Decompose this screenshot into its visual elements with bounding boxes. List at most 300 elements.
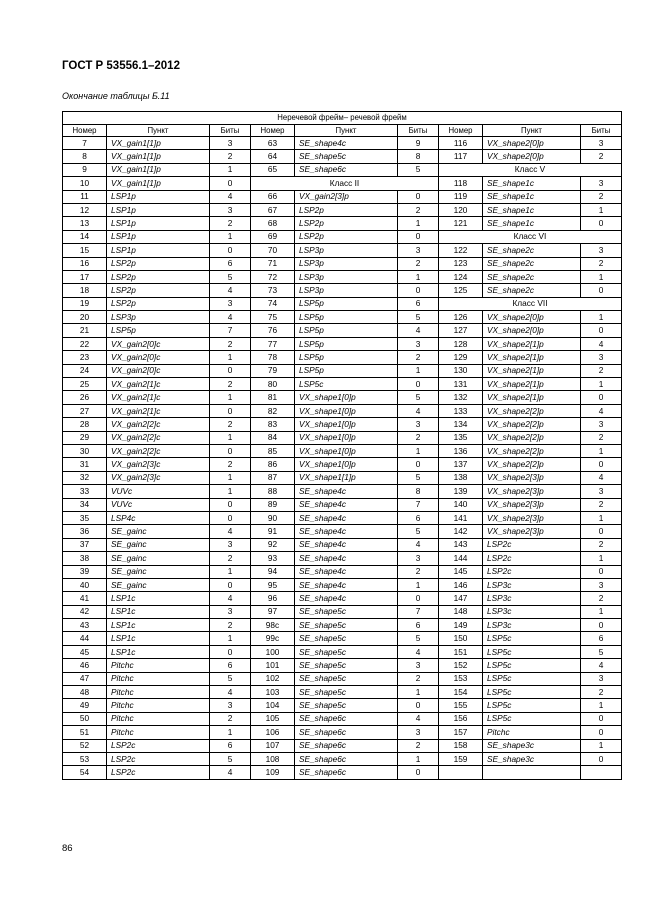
number-cell: 88 — [251, 485, 295, 498]
item-cell: SE_shape5c — [295, 659, 398, 672]
item-cell: SE_shape2c — [483, 270, 581, 283]
table-row — [63, 471, 622, 484]
column-header: Номер — [439, 124, 483, 137]
table-row — [63, 337, 622, 350]
table-row — [63, 752, 622, 765]
bits-cell: 0 — [210, 177, 251, 190]
bits-cell: 8 — [398, 485, 439, 498]
number-cell: 126 — [439, 311, 483, 324]
item-cell: SE_shape6c — [295, 726, 398, 739]
item-cell: SE_shape2c — [483, 257, 581, 270]
bits-cell: 2 — [581, 498, 622, 511]
item-cell: SE_shape4c — [295, 485, 398, 498]
table-row — [63, 726, 622, 739]
number-cell: 25 — [63, 378, 107, 391]
number-cell: 144 — [439, 552, 483, 565]
item-cell: VX_gain2[3]p — [295, 190, 398, 203]
bits-cell: 2 — [398, 739, 439, 752]
item-cell: VX_gain2[1]c — [107, 391, 210, 404]
item-cell: VX_shape1[0]p — [295, 444, 398, 457]
column-header: Номер — [63, 124, 107, 137]
table-row — [63, 485, 622, 498]
page-number: 86 — [62, 843, 73, 854]
number-cell: 18 — [63, 284, 107, 297]
number-cell: 117 — [439, 150, 483, 163]
class-label-cell: Класс VII — [439, 297, 622, 310]
number-cell: 42 — [63, 605, 107, 618]
item-cell: LSP5c — [483, 645, 581, 658]
bits-cell: 4 — [210, 686, 251, 699]
item-cell: VX_shape2[2]p — [483, 418, 581, 431]
number-cell: 78 — [251, 351, 295, 364]
bits-cell: 4 — [398, 645, 439, 658]
number-cell: 124 — [439, 270, 483, 283]
item-cell: LSP2c — [483, 565, 581, 578]
bits-cell: 0 — [210, 645, 251, 658]
number-cell: 17 — [63, 270, 107, 283]
item-cell: VX_shape2[1]p — [483, 337, 581, 350]
number-cell: 132 — [439, 391, 483, 404]
bits-cell: 0 — [210, 498, 251, 511]
bits-cell: 0 — [210, 511, 251, 524]
item-cell: SE_shape5c — [295, 619, 398, 632]
item-cell: LSP3c — [483, 619, 581, 632]
bits-cell: 4 — [210, 190, 251, 203]
class-label-cell: Класс II — [251, 177, 439, 190]
bits-cell: 1 — [210, 230, 251, 243]
number-cell: 66 — [251, 190, 295, 203]
item-cell: VX_gain2[0]c — [107, 351, 210, 364]
table-row — [63, 672, 622, 685]
bits-cell: 0 — [210, 244, 251, 257]
number-cell: 16 — [63, 257, 107, 270]
item-cell: SE_shape4c — [295, 498, 398, 511]
number-cell: 154 — [439, 686, 483, 699]
item-cell: LSP5p — [295, 324, 398, 337]
bits-cell: 1 — [581, 552, 622, 565]
item-cell: VX_gain1[1]p — [107, 163, 210, 176]
item-cell: VX_shape2[2]p — [483, 404, 581, 417]
bits-cell: 2 — [581, 686, 622, 699]
table-caption: Окончание таблицы Б.11 — [62, 91, 170, 101]
item-cell: SE_gainc — [107, 525, 210, 538]
table-row — [63, 766, 622, 779]
table-row — [63, 431, 622, 444]
item-cell: VX_gain2[2]c — [107, 418, 210, 431]
bits-cell: 5 — [210, 752, 251, 765]
item-cell: VX_shape2[0]p — [483, 324, 581, 337]
table-row — [63, 686, 622, 699]
bits-cell: 1 — [210, 726, 251, 739]
item-cell: VX_shape2[2]p — [483, 431, 581, 444]
table-row — [63, 458, 622, 471]
bits-cell: 0 — [581, 391, 622, 404]
number-cell: 158 — [439, 739, 483, 752]
item-cell: VX_shape1[0]p — [295, 458, 398, 471]
number-cell: 53 — [63, 752, 107, 765]
item-cell: LSP2p — [107, 257, 210, 270]
table-row — [63, 190, 622, 203]
bits-cell: 2 — [210, 217, 251, 230]
table-row — [63, 538, 622, 551]
number-cell: 13 — [63, 217, 107, 230]
item-cell: VX_gain2[1]c — [107, 404, 210, 417]
number-cell: 108 — [251, 752, 295, 765]
bits-cell: 6 — [398, 297, 439, 310]
table-row — [63, 645, 622, 658]
item-cell: LSP5c — [483, 686, 581, 699]
item-cell: SE_shape5c — [295, 672, 398, 685]
bits-cell: 2 — [210, 337, 251, 350]
bits-cell: 1 — [210, 351, 251, 364]
bits-cell: 9 — [398, 137, 439, 150]
number-cell: 31 — [63, 458, 107, 471]
item-cell: Pitchc — [107, 712, 210, 725]
table-row — [63, 203, 622, 216]
bits-cell: 0 — [581, 284, 622, 297]
number-cell: 72 — [251, 270, 295, 283]
item-cell: SE_gainc — [107, 578, 210, 591]
bits-cell: 5 — [398, 391, 439, 404]
table-row — [63, 324, 622, 337]
number-cell: 20 — [63, 311, 107, 324]
item-cell: SE_shape5c — [295, 150, 398, 163]
bits-cell: 2 — [398, 431, 439, 444]
item-cell: LSP1p — [107, 203, 210, 216]
item-cell: Pitchc — [107, 686, 210, 699]
bits-cell: 5 — [398, 525, 439, 538]
item-cell: SE_shape1c — [483, 177, 581, 190]
item-cell: SE_shape2c — [483, 284, 581, 297]
item-cell: VX_shape2[1]p — [483, 364, 581, 377]
bits-cell: 0 — [398, 190, 439, 203]
bits-cell: 3 — [581, 137, 622, 150]
bits-cell: 1 — [398, 217, 439, 230]
bit-allocation-table — [62, 111, 622, 780]
number-cell: 69 — [251, 230, 295, 243]
item-cell: LSP2p — [107, 284, 210, 297]
item-cell: VX_shape2[3]p — [483, 525, 581, 538]
item-cell: LSP2c — [107, 752, 210, 765]
number-cell: 141 — [439, 511, 483, 524]
item-cell: VX_shape2[2]p — [483, 444, 581, 457]
bits-cell: 0 — [581, 712, 622, 725]
number-cell: 49 — [63, 699, 107, 712]
number-cell: 91 — [251, 525, 295, 538]
item-cell: LSP5c — [483, 659, 581, 672]
item-cell: SE_shape6c — [295, 766, 398, 779]
number-cell: 150 — [439, 632, 483, 645]
bits-cell: 0 — [398, 592, 439, 605]
number-cell: 86 — [251, 458, 295, 471]
bits-cell: 2 — [210, 418, 251, 431]
number-cell: 7 — [63, 137, 107, 150]
bits-cell: 1 — [581, 311, 622, 324]
table-row — [63, 364, 622, 377]
bits-cell: 4 — [210, 525, 251, 538]
table-row — [63, 632, 622, 645]
number-cell: 152 — [439, 659, 483, 672]
table-row — [63, 217, 622, 230]
item-cell: LSP5c — [483, 672, 581, 685]
bits-cell: 6 — [581, 632, 622, 645]
number-cell: 90 — [251, 511, 295, 524]
item-cell: VX_gain2[1]c — [107, 378, 210, 391]
number-cell: 48 — [63, 686, 107, 699]
number-cell: 137 — [439, 458, 483, 471]
number-cell: 145 — [439, 565, 483, 578]
number-cell: 29 — [63, 431, 107, 444]
bits-cell: 2 — [581, 592, 622, 605]
item-cell: LSP3c — [483, 605, 581, 618]
item-cell: LSP2p — [295, 217, 398, 230]
number-cell: 51 — [63, 726, 107, 739]
table-row — [63, 351, 622, 364]
table-row — [63, 244, 622, 257]
item-cell: SE_shape4c — [295, 538, 398, 551]
number-cell: 36 — [63, 525, 107, 538]
number-cell: 136 — [439, 444, 483, 457]
item-cell — [483, 766, 581, 779]
number-cell: 83 — [251, 418, 295, 431]
bits-cell: 6 — [210, 257, 251, 270]
number-cell: 75 — [251, 311, 295, 324]
number-cell: 68 — [251, 217, 295, 230]
bits-cell: 2 — [210, 378, 251, 391]
bits-cell: 3 — [210, 605, 251, 618]
number-cell: 12 — [63, 203, 107, 216]
number-cell: 95 — [251, 578, 295, 591]
bits-cell: 5 — [398, 311, 439, 324]
bits-cell: 0 — [210, 444, 251, 457]
number-cell: 147 — [439, 592, 483, 605]
number-cell: 33 — [63, 485, 107, 498]
item-cell: VX_gain2[0]c — [107, 364, 210, 377]
number-cell: 130 — [439, 364, 483, 377]
table-row — [63, 511, 622, 524]
table-row — [63, 418, 622, 431]
bits-cell: 2 — [398, 565, 439, 578]
number-cell: 128 — [439, 337, 483, 350]
number-cell: 100 — [251, 645, 295, 658]
bits-cell: 3 — [398, 659, 439, 672]
number-cell: 82 — [251, 404, 295, 417]
number-cell: 118 — [439, 177, 483, 190]
item-cell: LSP2p — [295, 203, 398, 216]
number-cell: 84 — [251, 431, 295, 444]
bits-cell: 7 — [210, 324, 251, 337]
bits-cell: 3 — [581, 351, 622, 364]
table-row — [63, 739, 622, 752]
bits-cell: 1 — [210, 431, 251, 444]
class-label-cell: Класс VI — [439, 230, 622, 243]
item-cell: LSP3p — [107, 311, 210, 324]
bits-cell: 1 — [581, 511, 622, 524]
table-row — [63, 257, 622, 270]
bits-cell: 2 — [210, 619, 251, 632]
bits-cell: 3 — [398, 418, 439, 431]
number-cell: 35 — [63, 511, 107, 524]
item-cell: LSP3p — [295, 244, 398, 257]
item-cell: LSP3p — [295, 284, 398, 297]
bits-cell: 7 — [398, 498, 439, 511]
table-row — [63, 378, 622, 391]
number-cell: 98c — [251, 619, 295, 632]
item-cell: SE_shape4c — [295, 137, 398, 150]
number-cell: 27 — [63, 404, 107, 417]
number-cell: 76 — [251, 324, 295, 337]
item-cell: VX_gain2[0]c — [107, 337, 210, 350]
bits-cell: 0 — [210, 364, 251, 377]
bits-cell: 0 — [398, 378, 439, 391]
bits-cell: 0 — [581, 324, 622, 337]
item-cell: SE_shape4c — [295, 525, 398, 538]
bits-cell: 3 — [398, 552, 439, 565]
bits-cell: 0 — [581, 458, 622, 471]
bits-cell: 7 — [398, 605, 439, 618]
item-cell: SE_shape6c — [295, 752, 398, 765]
bits-cell: 3 — [398, 337, 439, 350]
bits-cell: 3 — [210, 137, 251, 150]
item-cell: SE_shape6c — [295, 712, 398, 725]
number-cell: 102 — [251, 672, 295, 685]
bits-cell: 2 — [210, 150, 251, 163]
bits-cell: 0 — [581, 726, 622, 739]
bits-cell: 4 — [398, 538, 439, 551]
bits-cell: 8 — [398, 150, 439, 163]
item-cell: VX_gain1[1]p — [107, 150, 210, 163]
item-cell: LSP5c — [295, 378, 398, 391]
item-cell: SE_gainc — [107, 552, 210, 565]
number-cell: 14 — [63, 230, 107, 243]
bits-cell: 1 — [581, 699, 622, 712]
bits-cell: 5 — [210, 270, 251, 283]
bits-cell: 5 — [581, 645, 622, 658]
number-cell: 65 — [251, 163, 295, 176]
item-cell: SE_shape1c — [483, 217, 581, 230]
item-cell: LSP1p — [107, 217, 210, 230]
bits-cell: 1 — [210, 565, 251, 578]
bits-cell: 5 — [398, 471, 439, 484]
number-cell: 135 — [439, 431, 483, 444]
column-header: Биты — [210, 124, 251, 137]
number-cell: 148 — [439, 605, 483, 618]
item-cell: LSP3p — [295, 270, 398, 283]
item-cell: LSP2c — [483, 538, 581, 551]
item-cell: LSP1p — [107, 190, 210, 203]
bits-cell: 5 — [398, 632, 439, 645]
item-cell: VX_gain2[3]c — [107, 458, 210, 471]
table-row — [63, 137, 622, 150]
number-cell: 67 — [251, 203, 295, 216]
number-cell: 38 — [63, 552, 107, 565]
item-cell: LSP1c — [107, 645, 210, 658]
bits-cell: 4 — [581, 404, 622, 417]
table-row — [63, 605, 622, 618]
item-cell: Pitchc — [107, 699, 210, 712]
number-cell: 106 — [251, 726, 295, 739]
item-cell: VX_shape2[1]p — [483, 391, 581, 404]
number-cell: 99c — [251, 632, 295, 645]
bits-cell: 1 — [581, 605, 622, 618]
bits-cell: 4 — [398, 324, 439, 337]
bits-cell: 6 — [398, 619, 439, 632]
bits-cell: 1 — [581, 203, 622, 216]
table-row — [63, 592, 622, 605]
bits-cell: 4 — [581, 471, 622, 484]
class-label-cell: Класс V — [439, 163, 622, 176]
number-cell: 156 — [439, 712, 483, 725]
table-row — [63, 284, 622, 297]
bits-cell: 1 — [398, 444, 439, 457]
document-header: ГОСТ Р 53556.1–2012 — [62, 60, 180, 72]
number-cell: 64 — [251, 150, 295, 163]
number-cell: 123 — [439, 257, 483, 270]
item-cell: LSP3c — [483, 592, 581, 605]
table-row — [63, 163, 622, 176]
column-header: Пункт — [295, 124, 398, 137]
bits-cell: 3 — [581, 418, 622, 431]
column-header: Биты — [581, 124, 622, 137]
number-cell: 104 — [251, 699, 295, 712]
item-cell: LSP1p — [107, 230, 210, 243]
number-cell: 39 — [63, 565, 107, 578]
bits-cell: 2 — [210, 552, 251, 565]
bits-cell: 0 — [398, 284, 439, 297]
item-cell: SE_shape4c — [295, 565, 398, 578]
bits-cell: 3 — [398, 726, 439, 739]
bits-cell: 1 — [210, 391, 251, 404]
table-row — [63, 712, 622, 725]
number-cell: 30 — [63, 444, 107, 457]
item-cell: SE_shape6c — [295, 739, 398, 752]
table-row — [63, 150, 622, 163]
number-cell: 40 — [63, 578, 107, 591]
bits-cell: 6 — [398, 511, 439, 524]
table-row — [63, 177, 622, 190]
number-cell: 47 — [63, 672, 107, 685]
number-cell: 121 — [439, 217, 483, 230]
item-cell: LSP5p — [295, 351, 398, 364]
table-row — [63, 565, 622, 578]
item-cell: VX_shape2[3]p — [483, 498, 581, 511]
number-cell: 109 — [251, 766, 295, 779]
number-cell: 105 — [251, 712, 295, 725]
number-cell: 28 — [63, 418, 107, 431]
item-cell: VX_shape1[0]p — [295, 391, 398, 404]
bits-cell: 4 — [581, 337, 622, 350]
number-cell: 125 — [439, 284, 483, 297]
item-cell: VX_shape2[1]p — [483, 351, 581, 364]
number-cell: 43 — [63, 619, 107, 632]
bits-cell: 2 — [581, 538, 622, 551]
bits-cell: 1 — [398, 270, 439, 283]
number-cell: 50 — [63, 712, 107, 725]
bits-cell: 3 — [398, 244, 439, 257]
item-cell: VX_shape2[0]p — [483, 150, 581, 163]
number-cell: 21 — [63, 324, 107, 337]
item-cell: SE_gainc — [107, 565, 210, 578]
number-cell: 80 — [251, 378, 295, 391]
number-cell: 97 — [251, 605, 295, 618]
item-cell: Pitchc — [483, 726, 581, 739]
bits-cell: 0 — [581, 525, 622, 538]
number-cell: 96 — [251, 592, 295, 605]
item-cell: SE_shape5c — [295, 645, 398, 658]
bits-cell: 4 — [210, 284, 251, 297]
number-cell: 44 — [63, 632, 107, 645]
item-cell: SE_shape1c — [483, 203, 581, 216]
